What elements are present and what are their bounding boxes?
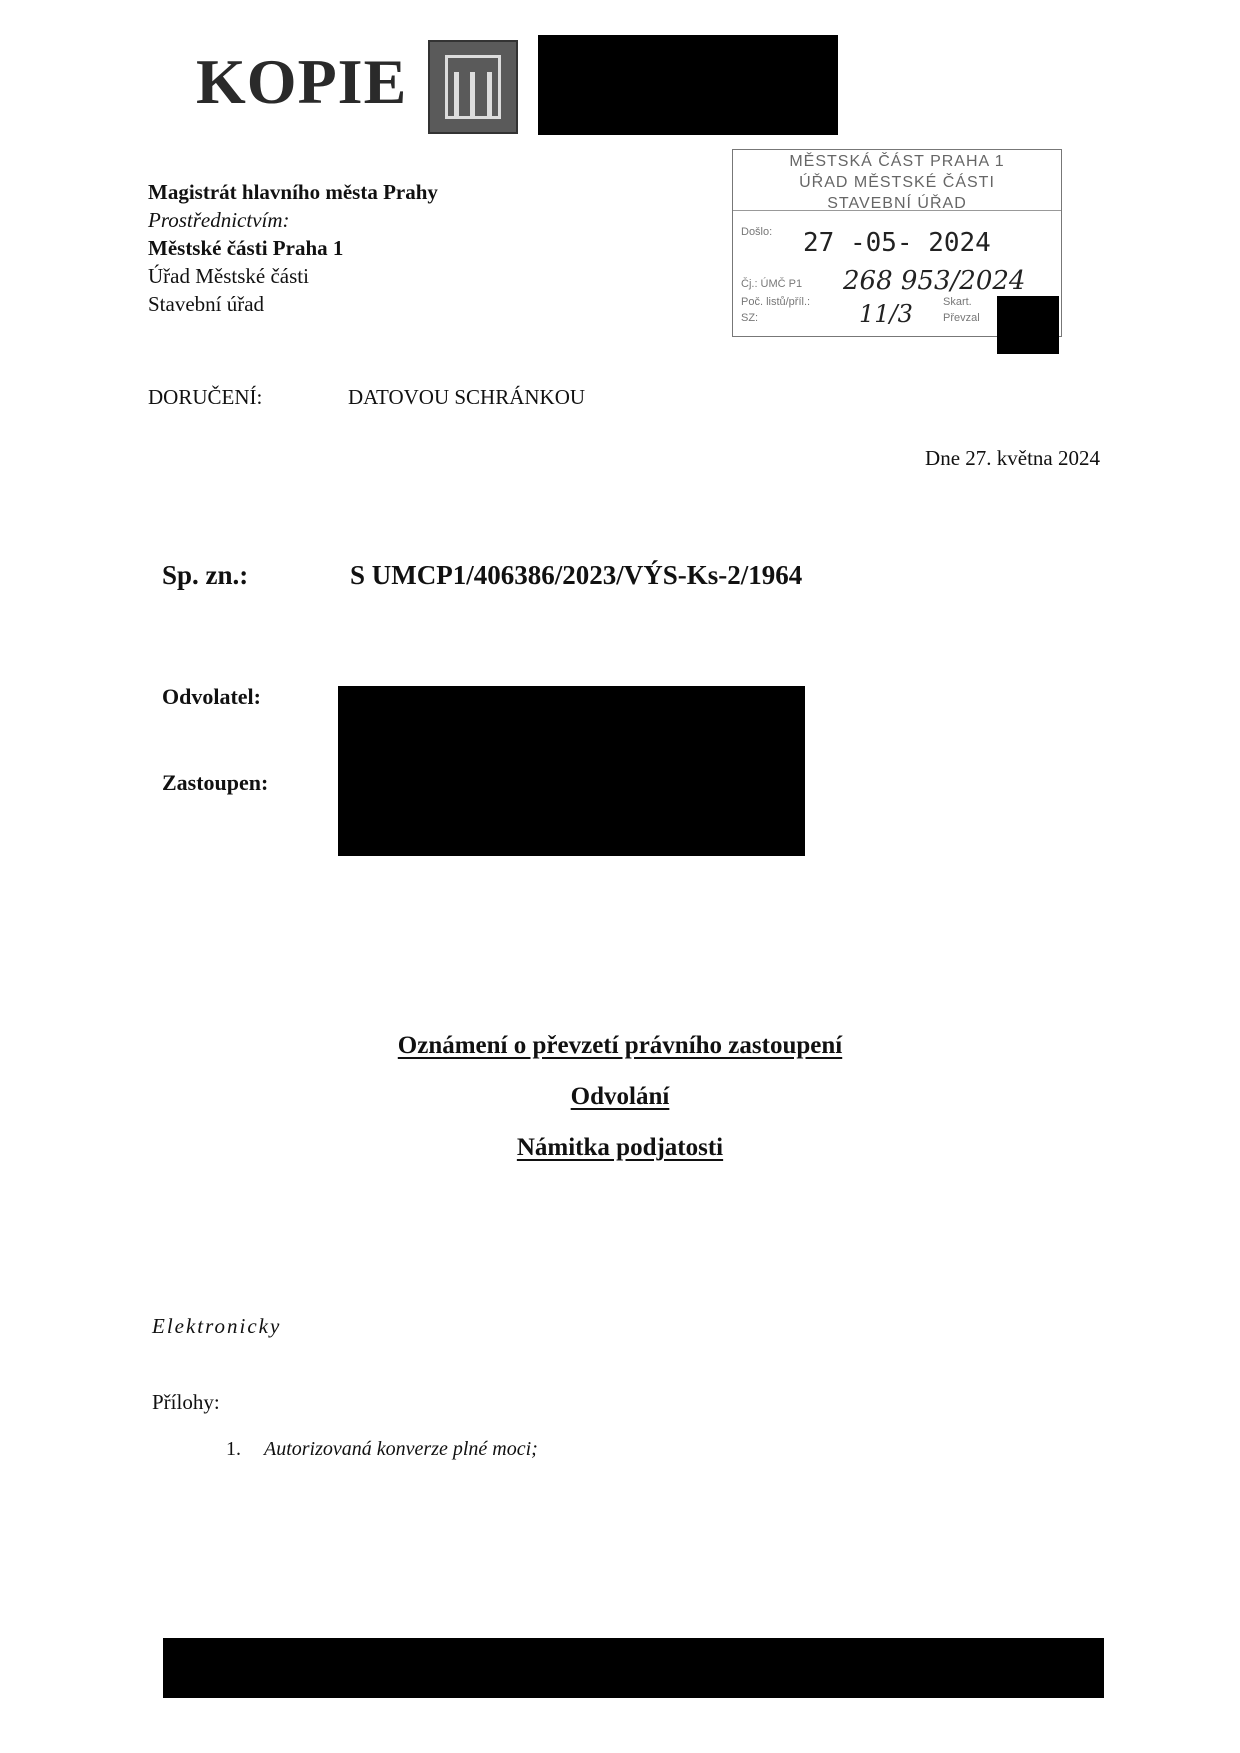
document-date: Dne 27. května 2024 bbox=[925, 446, 1100, 470]
redacted-header bbox=[538, 35, 838, 135]
representative-label: Zastoupen: bbox=[162, 770, 269, 795]
reference-label: Sp. zn.: bbox=[162, 560, 249, 590]
reference-number: S UMCP1/406386/2023/VÝS-Ks-2/1964 bbox=[350, 560, 803, 590]
stamp-handler-label: Skart. bbox=[943, 296, 972, 308]
addressee-line2: Prostřednictvím: bbox=[148, 208, 290, 232]
copy-mark: KOPIE bbox=[196, 46, 408, 117]
stamp-received-date: 27 -05- 2024 bbox=[803, 228, 991, 258]
delivery-label: DORUČENÍ: bbox=[148, 385, 263, 409]
redacted-stamp-signature bbox=[997, 296, 1059, 354]
appellant-label: Odvolatel: bbox=[162, 684, 261, 709]
attachments-label: Přílohy: bbox=[152, 1390, 220, 1414]
stamp-ref-number: 268 953/2024 bbox=[843, 266, 1026, 296]
stamp-taken-label: Převzal bbox=[943, 312, 980, 324]
delivery-value: DATOVOU SCHRÁNKOU bbox=[348, 385, 586, 409]
columns-logo-icon bbox=[428, 40, 518, 134]
title-appeal: Odvolání bbox=[570, 1083, 670, 1110]
stamp-line2: ÚŘAD MĚSTSKÉ ČÁSTI bbox=[799, 173, 995, 191]
addressee-line4: Úřad Městské části bbox=[148, 264, 309, 288]
addressee-line5: Stavební úřad bbox=[148, 292, 265, 316]
stamp-count-value: 11/3 bbox=[859, 300, 913, 328]
attachment-number: 1. bbox=[226, 1438, 241, 1460]
redacted-footer bbox=[163, 1638, 1104, 1698]
stamp-count-label: Poč. listů/příl.: bbox=[741, 296, 811, 308]
attachment-text: Autorizovaná konverze plné moci; bbox=[264, 1438, 538, 1460]
addressee-line3: Městské části Praha 1 bbox=[148, 236, 344, 260]
redacted-parties bbox=[338, 686, 805, 856]
addressee-line1: Magistrát hlavního města Prahy bbox=[148, 180, 438, 204]
stamp-ref-label: Čj.: ÚMČ P1 bbox=[741, 278, 803, 290]
stamp-line1: MĚSTSKÁ ČÁST PRAHA 1 bbox=[789, 153, 1005, 170]
title-objection: Námitka podjatosti bbox=[516, 1134, 724, 1161]
stamp-sz-label: SZ: bbox=[741, 312, 759, 324]
stamp-line3: STAVEBNÍ ÚŘAD bbox=[827, 194, 967, 212]
stamp-received-label: Došlo: bbox=[741, 226, 773, 238]
signature-note: Elektronicky bbox=[152, 1314, 282, 1338]
title-notice: Oznámení o převzetí právního zastoupení bbox=[397, 1032, 843, 1059]
